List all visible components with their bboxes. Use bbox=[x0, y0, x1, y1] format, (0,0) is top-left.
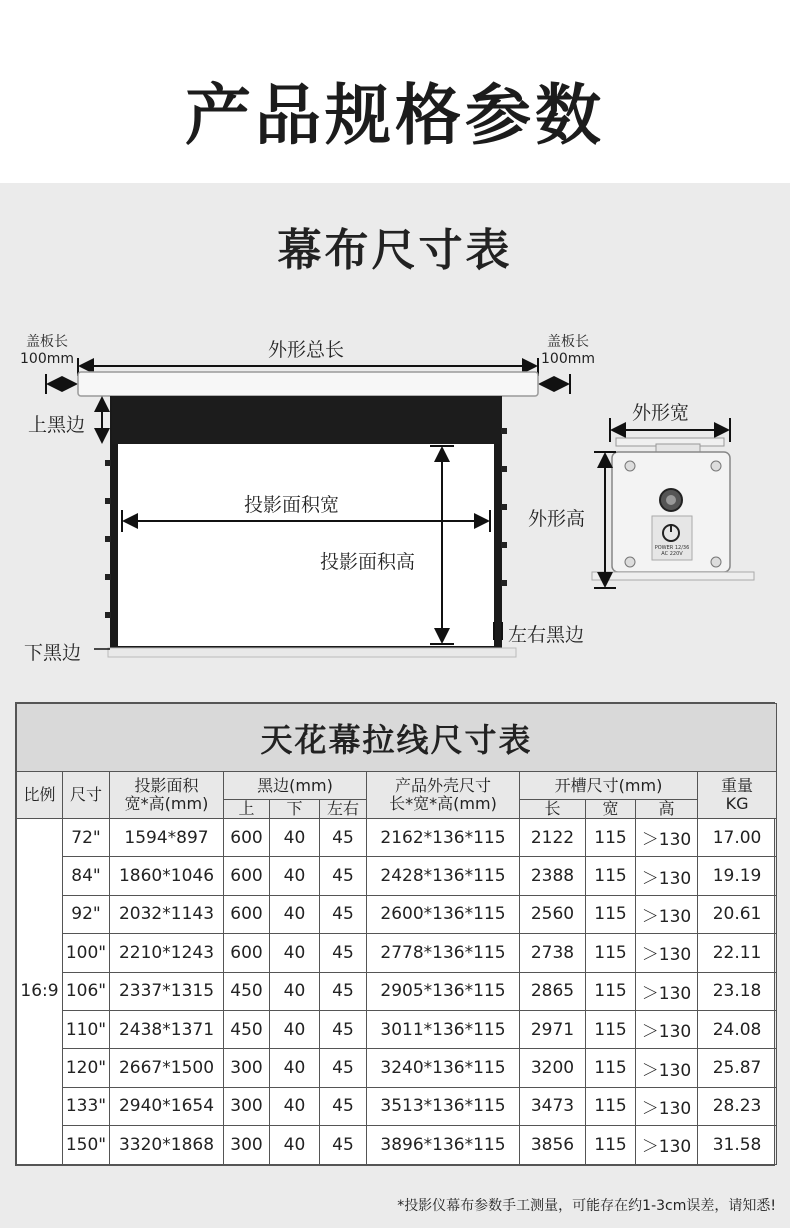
side-border-label: 左右黑边 bbox=[508, 624, 585, 646]
cell-size: 150" bbox=[63, 1126, 110, 1164]
cell-weight: 17.00 bbox=[698, 819, 777, 857]
cell-proj-area: 2337*1315 bbox=[110, 972, 224, 1010]
cell-shell: 3240*136*115 bbox=[367, 1049, 520, 1087]
cell-border-top: 300 bbox=[224, 1126, 270, 1164]
ratio-cell: 16:9 bbox=[17, 819, 63, 1165]
cell-border-top: 600 bbox=[224, 895, 270, 933]
header-border-top: 上 bbox=[224, 800, 270, 819]
cell-slot-length: 2560 bbox=[520, 895, 586, 933]
cell-border-top: 450 bbox=[224, 1010, 270, 1048]
table-row bbox=[17, 1010, 777, 1048]
cell-slot-length: 3473 bbox=[520, 1087, 586, 1125]
cell-size: 100" bbox=[63, 934, 110, 972]
cell-proj-area: 2667*1500 bbox=[110, 1049, 224, 1087]
end-cap-screw-3 bbox=[625, 557, 635, 567]
cell-border-side: 45 bbox=[320, 1010, 367, 1048]
cell-slot-height: ＞130 bbox=[636, 1010, 698, 1048]
outer-width-label: 外形宽 bbox=[632, 402, 690, 424]
cover-right-label-text: 盖板长 bbox=[547, 334, 589, 350]
bottom-bar bbox=[108, 648, 516, 657]
table-row bbox=[17, 1049, 777, 1087]
cell-border-side: 45 bbox=[320, 934, 367, 972]
cell-border-bottom: 40 bbox=[270, 934, 320, 972]
cell-border-bottom: 40 bbox=[270, 819, 320, 857]
cell-weight: 31.58 bbox=[698, 1126, 777, 1164]
cell-slot-width: 115 bbox=[586, 1049, 636, 1087]
mount-tab-right-5 bbox=[501, 580, 507, 586]
table-row bbox=[17, 972, 777, 1010]
cell-slot-length: 2865 bbox=[520, 972, 586, 1010]
footnote: *投影仪幕布参数手工测量，可能存在约1-3cm误差，请知悉! bbox=[397, 1198, 776, 1214]
cell-size: 84" bbox=[63, 857, 110, 895]
cell-border-bottom: 40 bbox=[270, 857, 320, 895]
end-cap-foot bbox=[592, 572, 754, 580]
cell-slot-height: ＞130 bbox=[636, 1049, 698, 1087]
cell-size: 110" bbox=[63, 1010, 110, 1048]
mount-tab-right-4 bbox=[501, 542, 507, 548]
top-border-label: 上黑边 bbox=[28, 414, 86, 436]
page-title: 产品规格参数 bbox=[185, 77, 605, 154]
mount-tab-right-2 bbox=[501, 466, 507, 472]
header-proj-area-sub: 宽*高(mm) bbox=[124, 794, 209, 813]
cell-border-top: 600 bbox=[224, 934, 270, 972]
header-proj-area-label: 投影面积 bbox=[134, 776, 199, 795]
header-ratio: 比例 bbox=[17, 772, 63, 819]
cell-slot-height: ＞130 bbox=[636, 1087, 698, 1125]
cell-slot-length: 2388 bbox=[520, 857, 586, 895]
total-length-label: 外形总长 bbox=[268, 339, 345, 361]
cell-shell: 2600*136*115 bbox=[367, 895, 520, 933]
power-text: POWER 12/36 AC 220V bbox=[654, 545, 690, 557]
cell-weight: 19.19 bbox=[698, 857, 777, 895]
cell-proj-area: 2940*1654 bbox=[110, 1087, 224, 1125]
cell-weight: 24.08 bbox=[698, 1010, 777, 1048]
screen-diagram-graphic bbox=[0, 300, 790, 680]
cell-slot-width: 115 bbox=[586, 1126, 636, 1164]
cell-slot-length: 3200 bbox=[520, 1049, 586, 1087]
cell-border-top: 600 bbox=[224, 857, 270, 895]
cell-slot-length: 2971 bbox=[520, 1010, 586, 1048]
cell-weight: 28.23 bbox=[698, 1087, 777, 1125]
header-proj-area bbox=[110, 772, 224, 819]
cell-size: 133" bbox=[63, 1087, 110, 1125]
projection-area bbox=[118, 444, 494, 646]
header-weight bbox=[698, 772, 777, 819]
cover-right-value: 100mm bbox=[541, 351, 595, 367]
table-title: 天花幕拉线尺寸表 bbox=[17, 704, 777, 772]
cell-slot-length: 2738 bbox=[520, 934, 586, 972]
cell-slot-length: 3856 bbox=[520, 1126, 586, 1164]
cell-slot-width: 115 bbox=[586, 819, 636, 857]
cell-weight: 25.87 bbox=[698, 1049, 777, 1087]
table-row bbox=[17, 857, 777, 895]
cover-right-label bbox=[541, 334, 595, 368]
cell-border-side: 45 bbox=[320, 972, 367, 1010]
end-cap-screw-1 bbox=[625, 461, 635, 471]
mount-tab-right-3 bbox=[501, 504, 507, 510]
size-table bbox=[15, 702, 775, 1166]
cell-slot-width: 115 bbox=[586, 857, 636, 895]
header-weight-label: 重量 bbox=[721, 776, 754, 795]
cell-shell: 2778*136*115 bbox=[367, 934, 520, 972]
section-title: 幕布尺寸表 bbox=[277, 225, 513, 276]
cell-border-side: 45 bbox=[320, 1087, 367, 1125]
cell-border-side: 45 bbox=[320, 819, 367, 857]
header bbox=[0, 0, 790, 183]
cell-border-bottom: 40 bbox=[270, 1049, 320, 1087]
cell-border-top: 450 bbox=[224, 972, 270, 1010]
cell-shell: 2428*136*115 bbox=[367, 857, 520, 895]
cell-slot-width: 115 bbox=[586, 895, 636, 933]
cell-slot-height: ＞130 bbox=[636, 819, 698, 857]
end-cap-connector-core bbox=[666, 495, 676, 505]
cell-weight: 22.11 bbox=[698, 934, 777, 972]
cell-proj-area: 2032*1143 bbox=[110, 895, 224, 933]
header-slot-height: 高 bbox=[636, 800, 698, 819]
cell-weight: 20.61 bbox=[698, 895, 777, 933]
cell-border-side: 45 bbox=[320, 895, 367, 933]
header-shell-sub: 长*宽*高(mm) bbox=[389, 794, 497, 813]
cell-slot-height: ＞130 bbox=[636, 895, 698, 933]
cell-border-bottom: 40 bbox=[270, 972, 320, 1010]
header-slot: 开槽尺寸(mm) bbox=[520, 772, 698, 800]
cell-slot-width: 115 bbox=[586, 1010, 636, 1048]
header-shell-label: 产品外壳尺寸 bbox=[394, 776, 491, 795]
cell-slot-length: 2122 bbox=[520, 819, 586, 857]
table-row bbox=[17, 1126, 777, 1164]
cover-left-value: 100mm bbox=[20, 351, 74, 367]
proj-height-label: 投影面积高 bbox=[320, 551, 416, 573]
cell-border-bottom: 40 bbox=[270, 895, 320, 933]
cover-left-label bbox=[20, 334, 74, 368]
mount-tab-left-2 bbox=[105, 498, 111, 504]
cell-size: 106" bbox=[63, 972, 110, 1010]
table-row bbox=[17, 819, 777, 857]
cell-proj-area: 2438*1371 bbox=[110, 1010, 224, 1048]
cell-border-bottom: 40 bbox=[270, 1126, 320, 1164]
header-border-side: 左右 bbox=[320, 800, 367, 819]
cell-slot-width: 115 bbox=[586, 972, 636, 1010]
header-shell bbox=[367, 772, 520, 819]
proj-width-label: 投影面积宽 bbox=[244, 494, 340, 516]
cell-border-top: 300 bbox=[224, 1087, 270, 1125]
cell-border-top: 300 bbox=[224, 1049, 270, 1087]
cell-size: 72" bbox=[63, 819, 110, 857]
cell-border-bottom: 40 bbox=[270, 1087, 320, 1125]
table-row bbox=[17, 1087, 777, 1125]
cell-weight: 23.18 bbox=[698, 972, 777, 1010]
cell-shell: 3896*136*115 bbox=[367, 1126, 520, 1164]
cell-border-side: 45 bbox=[320, 857, 367, 895]
cell-shell: 2905*136*115 bbox=[367, 972, 520, 1010]
table-row bbox=[17, 934, 777, 972]
cell-proj-area: 1860*1046 bbox=[110, 857, 224, 895]
header-black-border: 黑边(mm) bbox=[224, 772, 367, 800]
cell-size: 120" bbox=[63, 1049, 110, 1087]
cell-proj-area: 1594*897 bbox=[110, 819, 224, 857]
screen-dimension-diagram bbox=[0, 300, 790, 680]
table-row bbox=[17, 895, 777, 933]
cell-border-bottom: 40 bbox=[270, 1010, 320, 1048]
cell-slot-height: ＞130 bbox=[636, 972, 698, 1010]
cell-slot-height: ＞130 bbox=[636, 1126, 698, 1164]
mount-tab-left-4 bbox=[105, 574, 111, 580]
cell-proj-area: 2210*1243 bbox=[110, 934, 224, 972]
cell-proj-area: 3320*1868 bbox=[110, 1126, 224, 1164]
outer-height-label: 外形高 bbox=[528, 508, 586, 530]
cell-border-top: 600 bbox=[224, 819, 270, 857]
cell-size: 92" bbox=[63, 895, 110, 933]
header-weight-unit: KG bbox=[725, 794, 749, 813]
top-black-border bbox=[112, 396, 500, 444]
cell-shell: 2162*136*115 bbox=[367, 819, 520, 857]
mount-tab-left-5 bbox=[105, 612, 111, 618]
header-slot-width: 宽 bbox=[586, 800, 636, 819]
cell-shell: 3513*136*115 bbox=[367, 1087, 520, 1125]
header-size: 尺寸 bbox=[63, 772, 110, 819]
mount-tab-right-1 bbox=[501, 428, 507, 434]
cell-border-side: 45 bbox=[320, 1049, 367, 1087]
cell-slot-width: 115 bbox=[586, 934, 636, 972]
bottom-border-label: 下黑边 bbox=[24, 642, 82, 664]
mount-tab-left-3 bbox=[105, 536, 111, 542]
end-cap-screw-4 bbox=[711, 557, 721, 567]
table-body bbox=[17, 819, 777, 1165]
cell-slot-width: 115 bbox=[586, 1087, 636, 1125]
header-slot-length: 长 bbox=[520, 800, 586, 819]
cell-shell: 3011*136*115 bbox=[367, 1010, 520, 1048]
cell-border-side: 45 bbox=[320, 1126, 367, 1164]
screen-housing bbox=[78, 372, 538, 396]
header-border-bottom: 下 bbox=[270, 800, 320, 819]
mount-tab-left-1 bbox=[105, 460, 111, 466]
cell-slot-height: ＞130 bbox=[636, 934, 698, 972]
cover-left-label-text: 盖板长 bbox=[26, 334, 68, 350]
end-cap-screw-2 bbox=[711, 461, 721, 471]
cell-slot-height: ＞130 bbox=[636, 857, 698, 895]
